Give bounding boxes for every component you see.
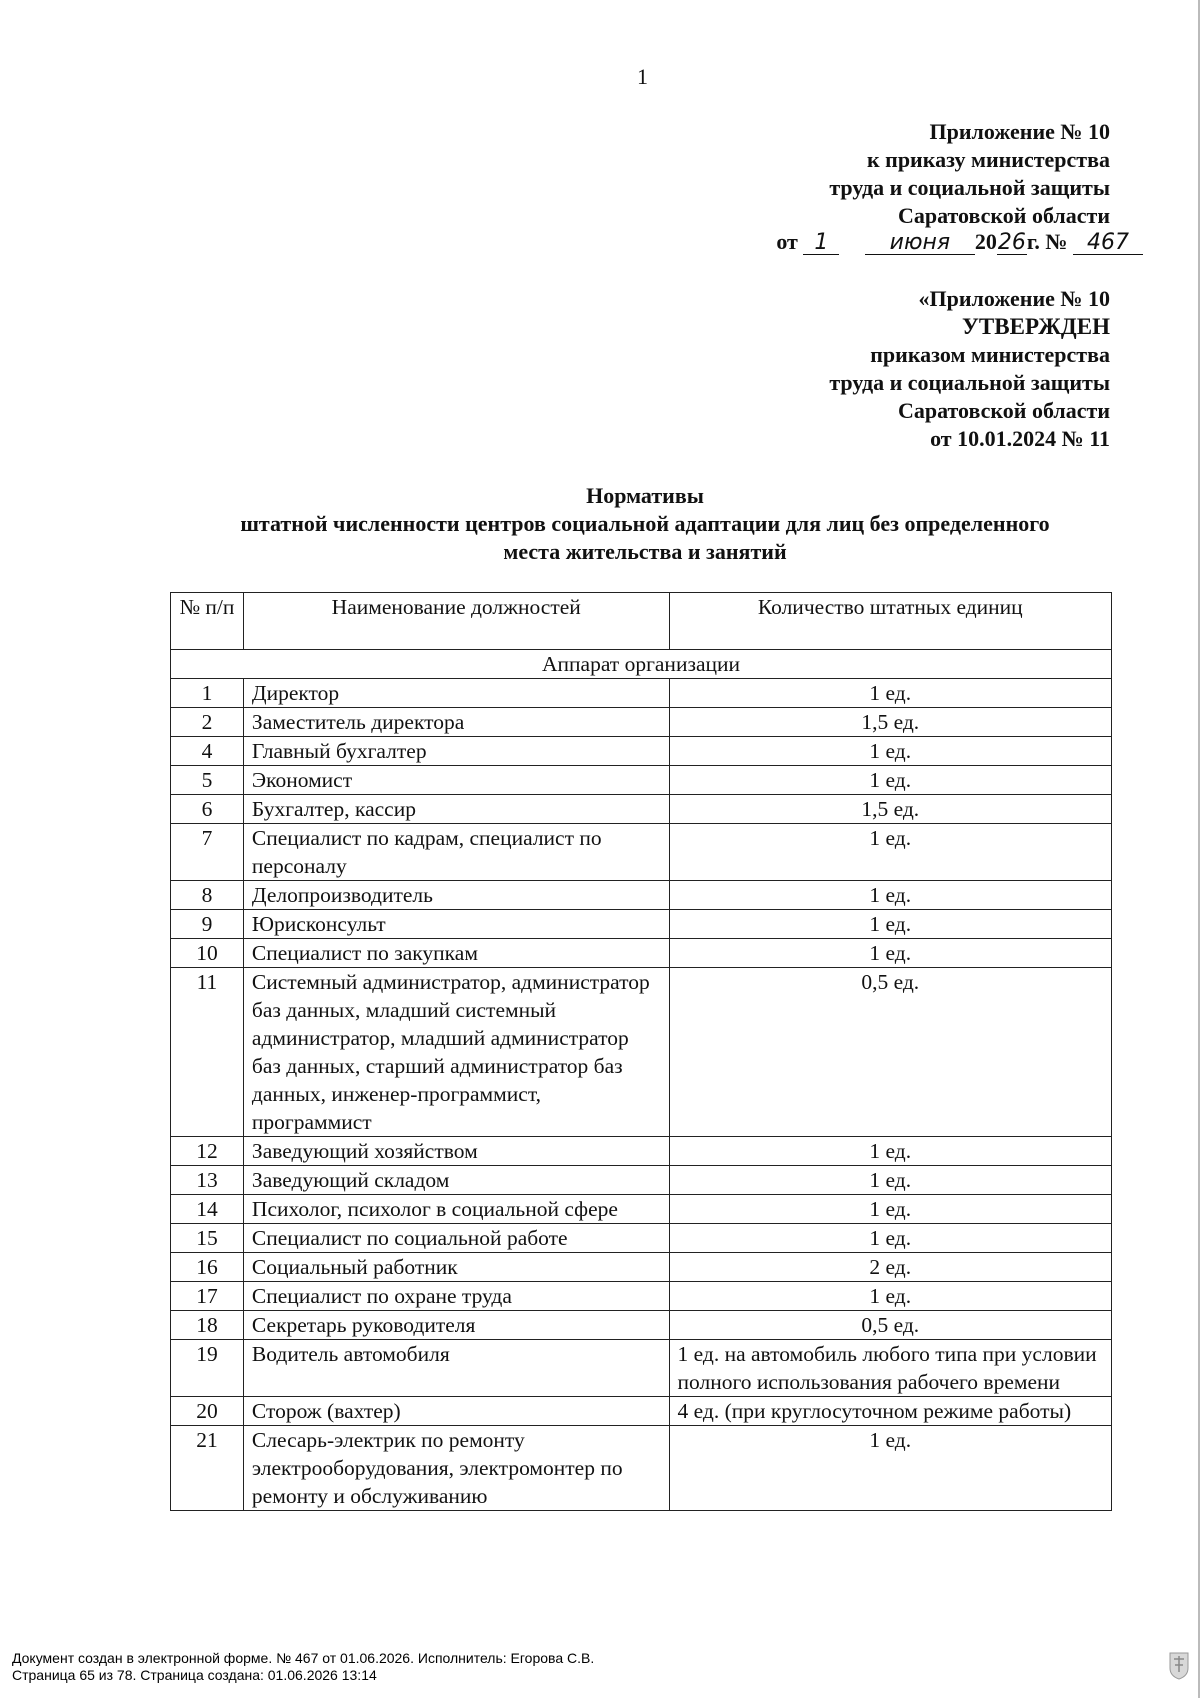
row-number: 15 [171, 1224, 244, 1253]
staff-quantity: 1 ед. [669, 1166, 1111, 1195]
staff-quantity: 0,5 ед. [669, 1311, 1111, 1340]
title-line: Нормативы [586, 483, 704, 508]
staff-quantity: 1 ед. [669, 1195, 1111, 1224]
footer-line: Страница 65 из 78. Страница создана: 01.06.2026 13:14 [12, 1667, 377, 1683]
document-title [160, 482, 1130, 566]
row-number: 8 [171, 881, 244, 910]
staff-quantity: 1 ед. [669, 939, 1111, 968]
staff-table [170, 592, 1112, 1511]
staff-quantity: 1 ед. [669, 1282, 1111, 1311]
section-title: Аппарат организации [171, 650, 1112, 679]
staff-quantity: 1 ед. [669, 910, 1111, 939]
header-name: Наименование должностей [243, 593, 669, 650]
appendix-header-line: труда и социальной защиты [829, 175, 1110, 200]
row-number: 11 [171, 968, 244, 1137]
approved-stamp: УТВЕРЖДЕН [962, 314, 1110, 339]
row-number: 2 [171, 708, 244, 737]
row-number: 14 [171, 1195, 244, 1224]
row-number: 5 [171, 766, 244, 795]
order-day: 1 [803, 232, 839, 255]
staff-quantity: 1 ед. [669, 824, 1111, 881]
staff-quantity: 1 ед. [669, 1137, 1111, 1166]
staff-quantity: 1 ед. на автомобиль любого типа при условии полного использования рабочего времени [669, 1340, 1111, 1397]
table-header-row [171, 593, 1112, 650]
coat-of-arms-icon [1168, 1650, 1190, 1680]
table-row [171, 910, 1112, 939]
title-line: штатной численности центров социальной адаптации для лиц без определенного [240, 511, 1050, 536]
position-name: Бухгалтер, кассир [243, 795, 669, 824]
appendix-header-line: Приложение № 10 [929, 119, 1110, 144]
table-row [171, 1340, 1112, 1397]
row-number: 7 [171, 824, 244, 881]
row-number: 6 [171, 795, 244, 824]
appendix-header-line: к приказу министерства [866, 147, 1110, 172]
position-name: Заведующий хозяйством [243, 1137, 669, 1166]
table-row [171, 1282, 1112, 1311]
table-row [171, 766, 1112, 795]
table-row [171, 737, 1112, 766]
position-name: Системный администратор, администратор баз данных, младший системный администратор, младший администратор баз данных, старший администратор баз данных, инженер-программист, программист [243, 968, 669, 1137]
row-number: 20 [171, 1397, 244, 1426]
table-row [171, 881, 1112, 910]
order-month: июня [865, 232, 975, 255]
position-name: Директор [243, 679, 669, 708]
approved-line: труда и социальной защиты [829, 370, 1110, 395]
table-row [171, 679, 1112, 708]
header-qty: Количество штатных единиц [669, 593, 1111, 650]
row-number: 12 [171, 1137, 244, 1166]
table-row [171, 1311, 1112, 1340]
approved-line: приказом министерства [870, 342, 1110, 367]
staff-quantity: 2 ед. [669, 1253, 1111, 1282]
staff-quantity: 1 ед. [669, 766, 1111, 795]
staff-quantity: 1,5 ед. [669, 795, 1111, 824]
position-name: Сторож (вахтер) [243, 1397, 669, 1426]
position-name: Заместитель директора [243, 708, 669, 737]
position-name: Слесарь-электрик по ремонту электрооборудования, электромонтер по ремонту и обслуживанию [243, 1426, 669, 1511]
row-number: 19 [171, 1340, 244, 1397]
section-row [171, 650, 1112, 679]
position-name: Специалист по закупкам [243, 939, 669, 968]
order-number: 467 [1073, 232, 1143, 255]
position-name: Социальный работник [243, 1253, 669, 1282]
position-name: Специалист по кадрам, специалист по персоналу [243, 824, 669, 881]
row-number: 21 [171, 1426, 244, 1511]
staff-quantity: 1,5 ед. [669, 708, 1111, 737]
position-name: Специалист по охране труда [243, 1282, 669, 1311]
table-row [171, 939, 1112, 968]
table-row [171, 1253, 1112, 1282]
staff-quantity: 1 ед. [669, 1426, 1111, 1511]
table-row [171, 824, 1112, 881]
staff-quantity: 1 ед. [669, 737, 1111, 766]
table-row [171, 708, 1112, 737]
position-name: Психолог, психолог в социальной сфере [243, 1195, 669, 1224]
position-name: Экономист [243, 766, 669, 795]
table-row [171, 1195, 1112, 1224]
staff-quantity: 1 ед. [669, 679, 1111, 708]
table-row [171, 795, 1112, 824]
row-number: 10 [171, 939, 244, 968]
position-name: Специалист по социальной работе [243, 1224, 669, 1253]
row-number: 4 [171, 737, 244, 766]
title-line: места жительства и занятий [503, 539, 787, 564]
row-number: 1 [171, 679, 244, 708]
position-name: Делопроизводитель [243, 881, 669, 910]
row-number: 16 [171, 1253, 244, 1282]
row-number: 18 [171, 1311, 244, 1340]
page-number: 1 [637, 64, 648, 89]
table-row [171, 1137, 1112, 1166]
row-number: 9 [171, 910, 244, 939]
approved-line: Саратовской области [897, 398, 1110, 423]
table-row [171, 1166, 1112, 1195]
order-g-no: г. № [1026, 229, 1068, 254]
position-name: Секретарь руководителя [243, 1311, 669, 1340]
staff-quantity: 0,5 ед. [669, 968, 1111, 1137]
appendix-header [829, 118, 1110, 230]
order-year-prefix: 20 [974, 229, 997, 254]
order-prefix: от [776, 229, 798, 254]
table-row [171, 1426, 1112, 1511]
table-row [171, 968, 1112, 1137]
position-name: Заведующий складом [243, 1166, 669, 1195]
staff-quantity: 4 ед. (при круглосуточном режиме работы) [669, 1397, 1111, 1426]
row-number: 13 [171, 1166, 244, 1195]
row-number: 17 [171, 1282, 244, 1311]
staff-quantity: 1 ед. [669, 881, 1111, 910]
footer [12, 1650, 594, 1684]
approved-block [829, 285, 1110, 453]
footer-line: Документ создан в электронной форме. № 467 от 01.06.2026. Исполнитель: Егорова С.В. [12, 1650, 595, 1666]
position-name: Водитель автомобиля [243, 1340, 669, 1397]
order-year-suffix: 26 [997, 230, 1026, 255]
position-name: Главный бухгалтер [243, 737, 669, 766]
position-name: Юрисконсульт [243, 910, 669, 939]
table-row [171, 1224, 1112, 1253]
approved-line: «Приложение № 10 [918, 286, 1110, 311]
staff-quantity: 1 ед. [669, 1224, 1111, 1253]
table-row [171, 1397, 1112, 1426]
order-date-line [776, 229, 1143, 255]
appendix-header-line: Саратовской области [897, 203, 1110, 228]
header-num: № п/п [171, 593, 244, 650]
approved-line: от 10.01.2024 № 11 [930, 426, 1110, 451]
